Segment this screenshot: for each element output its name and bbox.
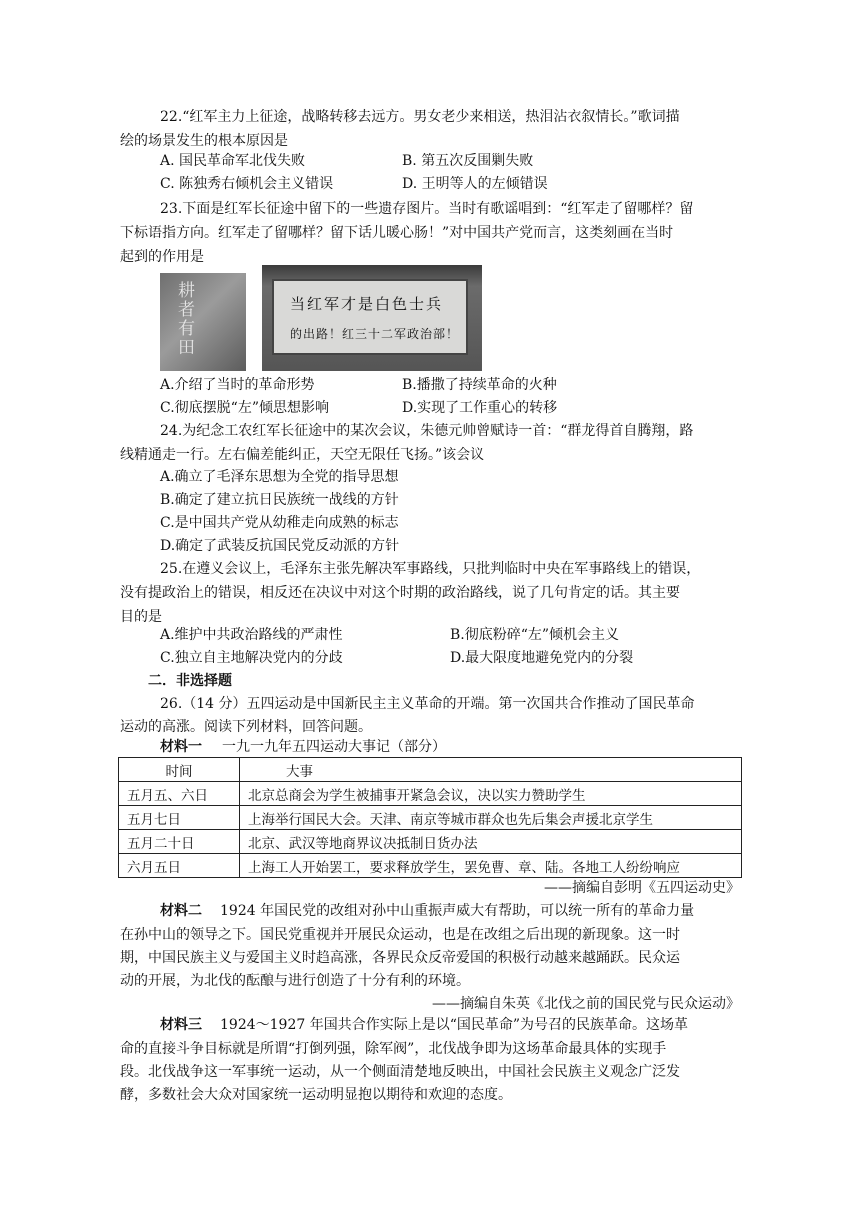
table-header-event: 大事 [240, 758, 742, 782]
q22-option-c: C. 陈独秀右倾机会主义错误 [160, 176, 334, 192]
q25-stem-line3: 目的是 [120, 609, 162, 625]
q25-option-b: B.彻底粉碎“左”倾机会主义 [450, 627, 620, 643]
q22-stem-line2: 绘的场景发生的根本原因是 [120, 133, 288, 149]
photo-left-carving: 耕者有田 [174, 281, 194, 357]
q24-option-c: C.是中国共产党从幼稚走向成熟的标志 [160, 515, 399, 531]
table-cell-time: 六月五日 [119, 854, 240, 878]
table-row [119, 854, 742, 878]
q25-option-d: D.最大限度地避免党内的分裂 [450, 650, 634, 666]
q26-stem-line1: 26.（14 分）五四运动是中国新民主主义革命的开端。第一次国共合作推动了国民革命 [160, 696, 695, 712]
q23-stem-line3: 起到的作用是 [120, 249, 204, 265]
q23-stem-line1: 23.下面是红军长征途中留下的一些遗存图片。当时有歌谣唱到：“红军走了留哪样？留 [160, 201, 694, 217]
material3-label: 材料三 [160, 1017, 202, 1033]
material3-line4: 酵，多数社会大众对国家统一运动明显抱以期待和欢迎的态度。 [120, 1087, 512, 1103]
q23-option-b: B.播撒了持续革命的火种 [402, 377, 557, 393]
carved-stone-photo-right [262, 265, 482, 371]
photo-right-carving-line2: 的出路！红三十二军政治部！ [290, 327, 460, 341]
events-table [118, 757, 742, 878]
table-row [119, 830, 742, 854]
material1-source: ——摘编自彭明《五四运动史》 [544, 880, 740, 896]
table-header-row [119, 758, 742, 782]
q25-option-a: A.维护中共政治路线的严肃性 [160, 627, 343, 643]
material1-title: 一九一九年五四运动大事记（部分） [222, 739, 446, 755]
table-cell-time: 五月七日 [119, 806, 240, 830]
carved-stone-photo-left [160, 273, 246, 371]
q25-stem-line1: 25.在遵义会议上，毛泽东主张先解决军事路线，只批判临时中央在军事路线上的错误， [160, 561, 701, 577]
carved-stone-slab [272, 279, 468, 355]
q23-option-c: C.彻底摆脱“左”倾思想影响 [160, 400, 329, 416]
q26-stem-line2: 运动的高涨。阅读下列材料，回答问题。 [120, 719, 372, 735]
table-cell-event: 北京、武汉等地商界议决抵制日货办法 [240, 830, 742, 854]
material2-line3: 期，中国民族主义与爱国主义时趋高涨，各界民众反帝爱国的积极行动越来越踊跃。民众运 [120, 950, 680, 966]
table-header-time: 时间 [119, 758, 240, 782]
q24-stem-line1: 24.为纪念工农红军长征途中的某次会议，朱德元帅曾赋诗一首：“群龙得首自腾翔，路 [160, 423, 694, 439]
material3-line2: 命的直接斗争目标就是所谓“打倒列强，除军阀”，北伐战争即为这场革命最具体的实现手 [120, 1041, 667, 1057]
table-cell-event: 上海工人开始罢工，要求释放学生，罢免曹、章、陆。各地工人纷纷响应 [240, 854, 742, 878]
material2-label: 材料二 [160, 903, 202, 919]
material2-source: ——摘编自朱英《北伐之前的国民党与民众运动》 [432, 996, 740, 1012]
material2-line2: 在孙中山的领导之下。国民党重视并开展民众运动，也是在改组之后出现的新现象。这一时 [120, 927, 680, 943]
q22-option-b: B. 第五次反围剿失败 [402, 153, 534, 169]
q23-stem-line2: 下标语指方向。红军走了留哪样？留下话儿暖心肠！”对中国共产党而言，这类刻画在当时 [120, 225, 674, 241]
q22-option-d: D. 王明等人的左倾错误 [402, 176, 548, 192]
material2-line1: 1924 年国民党的改组对孙中山重振声威大有帮助，可以统一所有的革命力量 [220, 903, 695, 919]
material2-line4: 动的开展，为北伐的酝酿与进行创造了十分有利的环境。 [120, 973, 470, 989]
q24-option-d: D.确定了武装反抗国民党反动派的方针 [160, 538, 400, 554]
table-row [119, 806, 742, 830]
q25-option-c: C.独立自主地解决党内的分歧 [160, 650, 343, 666]
q24-option-b: B.确定了建立抗日民族统一战线的方针 [160, 492, 399, 508]
section-heading-non-choice: 二．非选择题 [148, 673, 232, 689]
q24-option-a: A.确立了毛泽东思想为全党的指导思想 [160, 469, 399, 485]
q24-stem-line2: 线精通走一行。左右偏差能纠正，天空无限任飞扬。”该会议 [120, 447, 485, 463]
table-cell-time: 五月二十日 [119, 830, 240, 854]
q23-option-d: D.实现了工作重心的转移 [402, 400, 558, 416]
photo-right-carving-line1: 当红军才是白色士兵 [290, 295, 444, 313]
table-cell-time: 五月五、六日 [119, 782, 240, 806]
table-cell-event: 上海举行国民大会。天津、南京等城市群众也先后集会声援北京学生 [240, 806, 742, 830]
material3-line3: 段。北伐战争这一军事统一运动，从一个侧面清楚地反映出，中国社会民族主义观念广泛发 [120, 1064, 680, 1080]
q23-option-a: A.介绍了当时的革命形势 [160, 377, 315, 393]
q22-option-a: A. 国民革命军北伐失败 [160, 153, 306, 169]
q25-stem-line2: 没有提政治上的错误，相反还在决议中对这个时期的政治路线，说了几句肯定的话。其主要 [120, 585, 680, 601]
material1-label: 材料一 [160, 739, 202, 755]
table-row [119, 782, 742, 806]
material3-line1: 1924～1927 年国共合作实际上是以“国民革命”为号召的民族革命。这场革 [220, 1017, 689, 1033]
table-cell-event: 北京总商会为学生被捕事开紧急会议，决以实力赞助学生 [240, 782, 742, 806]
q22-stem-line1: 22.“红军主力上征途，战略转移去远方。男女老少来相送，热泪沾衣叙情长。”歌词描 [160, 109, 680, 125]
